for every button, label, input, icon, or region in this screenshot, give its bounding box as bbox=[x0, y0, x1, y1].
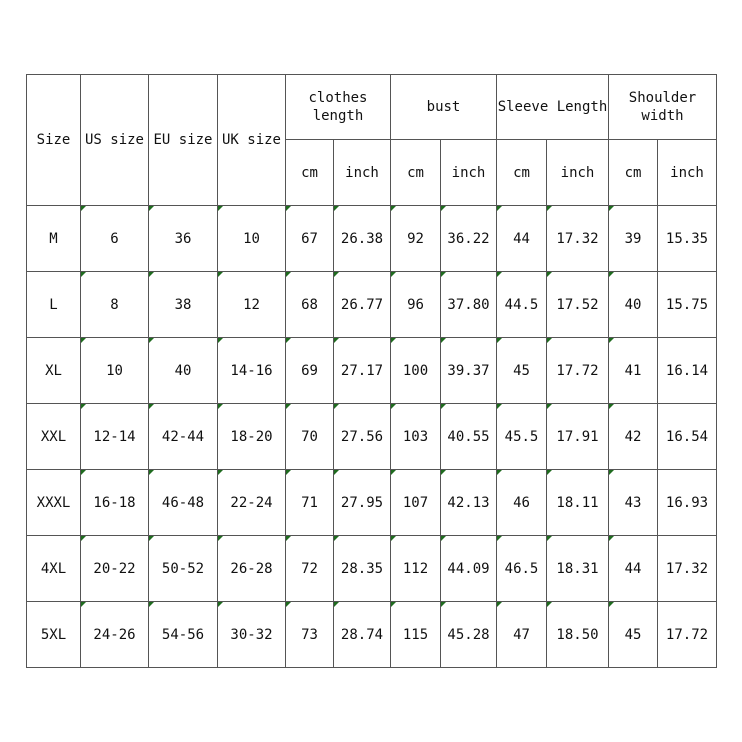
length-inch-cell bbox=[334, 404, 391, 470]
length-inch-cell bbox=[334, 470, 391, 536]
size-cell bbox=[27, 404, 81, 470]
cell-corner-marker bbox=[149, 470, 154, 475]
cell-value: 50-52 bbox=[161, 560, 205, 577]
cell-value: 28.35 bbox=[340, 560, 384, 577]
cell-value: 45.28 bbox=[447, 626, 490, 643]
cell-value: 27.17 bbox=[340, 362, 384, 379]
cell-value: 40 bbox=[624, 296, 642, 313]
sleeve-cm-cell bbox=[497, 206, 547, 272]
cell-value: 16.93 bbox=[665, 494, 709, 511]
cell-value: 42-44 bbox=[161, 428, 205, 445]
size-cell bbox=[27, 536, 81, 602]
eu-size-cell bbox=[149, 470, 218, 536]
bust-cm-cell bbox=[391, 536, 441, 602]
cell-value: 67 bbox=[301, 230, 318, 247]
bust-inch-cell bbox=[441, 470, 497, 536]
uk-size-cell bbox=[218, 470, 286, 536]
sleeve-inch-cell bbox=[547, 206, 609, 272]
eu-size-cell bbox=[149, 536, 218, 602]
cell-value: 46-48 bbox=[161, 494, 205, 511]
us-size-cell bbox=[81, 602, 149, 668]
cell-value: 107 bbox=[402, 494, 429, 511]
cell-value: 45.5 bbox=[504, 428, 539, 445]
cell-value: 68 bbox=[301, 296, 318, 313]
cell-corner-marker bbox=[81, 338, 86, 343]
cell-value: 42.13 bbox=[447, 494, 490, 511]
length-inch-cell bbox=[334, 206, 391, 272]
cell-value: 46.5 bbox=[504, 560, 539, 577]
cell-value: 44.5 bbox=[504, 296, 539, 313]
cell-corner-marker bbox=[218, 470, 223, 475]
shoulder-cm-cell bbox=[609, 536, 658, 602]
size-chart-table bbox=[26, 74, 717, 668]
cell-value: 15.35 bbox=[665, 230, 709, 247]
shoulder-cm-cell bbox=[609, 206, 658, 272]
cell-value: 4XL bbox=[40, 560, 67, 577]
cell-value: 69 bbox=[301, 362, 318, 379]
cell-corner-marker bbox=[286, 470, 291, 475]
cell-value: 103 bbox=[402, 428, 429, 445]
header-shoulder-width bbox=[609, 75, 717, 140]
uk-size-cell bbox=[218, 338, 286, 404]
cell-corner-marker bbox=[609, 536, 614, 541]
cell-value: 45 bbox=[513, 362, 530, 379]
cell-value: 16.54 bbox=[665, 428, 709, 445]
cell-value: 17.52 bbox=[556, 296, 599, 313]
cell-value: 17.32 bbox=[556, 230, 599, 247]
cell-value: 17.32 bbox=[665, 560, 709, 577]
shoulder-cm-cell bbox=[609, 338, 658, 404]
cell-corner-marker bbox=[149, 338, 154, 343]
cell-value: 18.31 bbox=[556, 560, 599, 577]
cell-corner-marker bbox=[497, 470, 502, 475]
header-bust: bust bbox=[391, 75, 497, 140]
bust-cm-cell bbox=[391, 404, 441, 470]
cell-value: 41 bbox=[624, 362, 642, 379]
cell-corner-marker bbox=[218, 338, 223, 343]
shoulder-cm-cell bbox=[609, 602, 658, 668]
unit-cm: cm bbox=[286, 140, 334, 206]
cell-value: 15.75 bbox=[665, 296, 709, 313]
us-size-cell bbox=[81, 272, 149, 338]
bust-cm-cell bbox=[391, 272, 441, 338]
cell-value: 44 bbox=[513, 230, 530, 247]
size-cell bbox=[27, 338, 81, 404]
cell-value: 44 bbox=[624, 560, 642, 577]
cell-value: 26-28 bbox=[230, 560, 273, 577]
us-size-cell bbox=[81, 206, 149, 272]
cell-corner-marker bbox=[218, 602, 223, 607]
cell-value: 27.95 bbox=[340, 494, 384, 511]
cell-corner-marker bbox=[441, 206, 446, 211]
cell-corner-marker bbox=[81, 404, 86, 409]
shoulder-cm-cell bbox=[609, 470, 658, 536]
cell-corner-marker bbox=[609, 206, 614, 211]
sleeve-inch-cell bbox=[547, 602, 609, 668]
cell-value: 6 bbox=[110, 230, 119, 247]
header-clothes-length-label: clothes length bbox=[308, 90, 368, 124]
bust-cm-cell bbox=[391, 470, 441, 536]
header-eu-size: EU size bbox=[149, 75, 218, 206]
eu-size-cell bbox=[149, 602, 218, 668]
cell-value: 44.09 bbox=[447, 560, 490, 577]
cell-corner-marker bbox=[441, 602, 446, 607]
cell-value: 17.91 bbox=[556, 428, 599, 445]
sleeve-cm-cell bbox=[497, 602, 547, 668]
cell-value: 10 bbox=[106, 362, 123, 379]
cell-value: 16-18 bbox=[93, 494, 136, 511]
cell-corner-marker bbox=[547, 602, 552, 607]
cell-value: XL bbox=[45, 362, 62, 379]
cell-corner-marker bbox=[391, 338, 396, 343]
cell-corner-marker bbox=[441, 470, 446, 475]
cell-corner-marker bbox=[334, 536, 339, 541]
cell-corner-marker bbox=[547, 404, 552, 409]
us-size-cell bbox=[81, 536, 149, 602]
cell-corner-marker bbox=[334, 338, 339, 343]
header-clothes-length bbox=[286, 75, 391, 140]
shoulder-cm-cell bbox=[609, 272, 658, 338]
shoulder-inch-cell bbox=[658, 272, 717, 338]
cell-corner-marker bbox=[547, 272, 552, 277]
cell-value: 38 bbox=[174, 296, 192, 313]
cell-corner-marker bbox=[547, 470, 552, 475]
cell-value: 100 bbox=[402, 362, 429, 379]
cell-value: 46 bbox=[513, 494, 530, 511]
sleeve-cm-cell bbox=[497, 338, 547, 404]
cell-value: 17.72 bbox=[665, 626, 709, 643]
cell-corner-marker bbox=[497, 338, 502, 343]
cell-value: XXXL bbox=[36, 494, 71, 511]
cell-value: 24-26 bbox=[93, 626, 136, 643]
cell-corner-marker bbox=[149, 206, 154, 211]
bust-inch-cell bbox=[441, 404, 497, 470]
unit-cm: cm bbox=[609, 140, 658, 206]
cell-value: 18.11 bbox=[556, 494, 599, 511]
cell-corner-marker bbox=[497, 536, 502, 541]
cell-value: 112 bbox=[402, 560, 429, 577]
us-size-cell bbox=[81, 338, 149, 404]
uk-size-cell bbox=[218, 536, 286, 602]
cell-corner-marker bbox=[286, 272, 291, 277]
shoulder-inch-cell bbox=[658, 338, 717, 404]
table-row bbox=[27, 272, 717, 338]
cell-corner-marker bbox=[391, 404, 396, 409]
length-inch-cell bbox=[334, 338, 391, 404]
cell-value: 28.74 bbox=[340, 626, 384, 643]
cell-value: 72 bbox=[301, 560, 318, 577]
cell-corner-marker bbox=[547, 536, 552, 541]
cell-value: 40.55 bbox=[447, 428, 490, 445]
cell-corner-marker bbox=[218, 272, 223, 277]
unit-cm: cm bbox=[391, 140, 441, 206]
cell-value: M bbox=[49, 230, 58, 247]
cell-corner-marker bbox=[149, 536, 154, 541]
bust-inch-cell bbox=[441, 206, 497, 272]
cell-value: 42 bbox=[624, 428, 642, 445]
bust-cm-cell bbox=[391, 338, 441, 404]
cell-value: 12-14 bbox=[93, 428, 136, 445]
cell-value: 16.14 bbox=[665, 362, 709, 379]
unit-cm: cm bbox=[497, 140, 547, 206]
cell-value: 10 bbox=[243, 230, 260, 247]
uk-size-cell bbox=[218, 404, 286, 470]
cell-value: 47 bbox=[513, 626, 530, 643]
cell-value: 43 bbox=[624, 494, 642, 511]
table-row bbox=[27, 470, 717, 536]
cell-corner-marker bbox=[286, 602, 291, 607]
cell-corner-marker bbox=[286, 536, 291, 541]
size-cell bbox=[27, 470, 81, 536]
table-row bbox=[27, 206, 717, 272]
cell-value: 73 bbox=[301, 626, 318, 643]
sleeve-cm-cell bbox=[497, 404, 547, 470]
table-row bbox=[27, 536, 717, 602]
cell-corner-marker bbox=[149, 404, 154, 409]
cell-value: 27.56 bbox=[340, 428, 384, 445]
cell-corner-marker bbox=[441, 272, 446, 277]
cell-value: 8 bbox=[110, 296, 119, 313]
eu-size-cell bbox=[149, 272, 218, 338]
sleeve-inch-cell bbox=[547, 470, 609, 536]
header-us-size: US size bbox=[81, 75, 149, 206]
bust-inch-cell bbox=[441, 536, 497, 602]
eu-size-cell bbox=[149, 206, 218, 272]
cell-corner-marker bbox=[497, 272, 502, 277]
cell-corner-marker bbox=[286, 338, 291, 343]
cell-corner-marker bbox=[334, 470, 339, 475]
cell-value: 71 bbox=[301, 494, 318, 511]
cell-value: L bbox=[49, 296, 58, 313]
cell-corner-marker bbox=[547, 338, 552, 343]
cell-corner-marker bbox=[81, 470, 86, 475]
unit-inch: inch bbox=[334, 140, 391, 206]
sleeve-inch-cell bbox=[547, 536, 609, 602]
shoulder-inch-cell bbox=[658, 602, 717, 668]
bust-inch-cell bbox=[441, 272, 497, 338]
shoulder-inch-cell bbox=[658, 206, 717, 272]
cell-corner-marker bbox=[218, 536, 223, 541]
cell-corner-marker bbox=[391, 272, 396, 277]
header-row bbox=[27, 75, 717, 140]
length-cm-cell bbox=[286, 602, 334, 668]
bust-cm-cell bbox=[391, 602, 441, 668]
length-inch-cell bbox=[334, 272, 391, 338]
cell-value: 26.77 bbox=[340, 296, 384, 313]
cell-value: 40 bbox=[174, 362, 192, 379]
cell-value: 54-56 bbox=[161, 626, 205, 643]
cell-corner-marker bbox=[441, 338, 446, 343]
unit-inch: inch bbox=[658, 140, 717, 206]
cell-corner-marker bbox=[609, 404, 614, 409]
sleeve-cm-cell bbox=[497, 272, 547, 338]
cell-corner-marker bbox=[609, 338, 614, 343]
cell-value: 26.38 bbox=[340, 230, 384, 247]
cell-corner-marker bbox=[334, 602, 339, 607]
unit-inch: inch bbox=[441, 140, 497, 206]
length-cm-cell bbox=[286, 206, 334, 272]
cell-corner-marker bbox=[81, 206, 86, 211]
cell-value: 36.22 bbox=[447, 230, 490, 247]
cell-value: 12 bbox=[243, 296, 260, 313]
length-cm-cell bbox=[286, 272, 334, 338]
cell-value: 45 bbox=[624, 626, 642, 643]
bust-inch-cell bbox=[441, 338, 497, 404]
cell-value: 18-20 bbox=[230, 428, 273, 445]
sleeve-inch-cell bbox=[547, 272, 609, 338]
table-row bbox=[27, 602, 717, 668]
uk-size-cell bbox=[218, 602, 286, 668]
header-shoulder-width-label: Shoulder width bbox=[628, 90, 697, 124]
size-cell bbox=[27, 272, 81, 338]
table-row bbox=[27, 338, 717, 404]
uk-size-cell bbox=[218, 206, 286, 272]
cell-value: 22-24 bbox=[230, 494, 273, 511]
cell-corner-marker bbox=[497, 404, 502, 409]
unit-inch: inch bbox=[547, 140, 609, 206]
cell-corner-marker bbox=[609, 470, 614, 475]
cell-corner-marker bbox=[441, 536, 446, 541]
cell-corner-marker bbox=[391, 602, 396, 607]
header-size: Size bbox=[27, 75, 81, 206]
cell-corner-marker bbox=[497, 602, 502, 607]
header-sleeve-length: Sleeve Length bbox=[497, 75, 609, 140]
cell-value: 70 bbox=[301, 428, 318, 445]
length-cm-cell bbox=[286, 338, 334, 404]
length-cm-cell bbox=[286, 470, 334, 536]
sleeve-inch-cell bbox=[547, 404, 609, 470]
us-size-cell bbox=[81, 470, 149, 536]
cell-corner-marker bbox=[81, 602, 86, 607]
cell-value: 92 bbox=[407, 230, 424, 247]
cell-value: 14-16 bbox=[230, 362, 273, 379]
length-inch-cell bbox=[334, 536, 391, 602]
length-cm-cell bbox=[286, 404, 334, 470]
cell-corner-marker bbox=[81, 536, 86, 541]
bust-cm-cell bbox=[391, 206, 441, 272]
cell-value: 5XL bbox=[40, 626, 67, 643]
cell-corner-marker bbox=[609, 272, 614, 277]
cell-corner-marker bbox=[334, 404, 339, 409]
cell-corner-marker bbox=[286, 206, 291, 211]
shoulder-inch-cell bbox=[658, 404, 717, 470]
cell-value: 17.72 bbox=[556, 362, 599, 379]
table-row bbox=[27, 404, 717, 470]
cell-value: 37.80 bbox=[447, 296, 490, 313]
cell-value: 36 bbox=[174, 230, 192, 247]
cell-corner-marker bbox=[391, 536, 396, 541]
shoulder-cm-cell bbox=[609, 404, 658, 470]
cell-value: 39 bbox=[624, 230, 642, 247]
cell-value: 18.50 bbox=[556, 626, 599, 643]
cell-value: 20-22 bbox=[93, 560, 136, 577]
size-cell bbox=[27, 602, 81, 668]
sleeve-inch-cell bbox=[547, 338, 609, 404]
header-uk-size: UK size bbox=[218, 75, 286, 206]
sleeve-cm-cell bbox=[497, 536, 547, 602]
eu-size-cell bbox=[149, 338, 218, 404]
size-cell bbox=[27, 206, 81, 272]
cell-corner-marker bbox=[334, 272, 339, 277]
us-size-cell bbox=[81, 404, 149, 470]
bust-inch-cell bbox=[441, 602, 497, 668]
sleeve-cm-cell bbox=[497, 470, 547, 536]
cell-value: 96 bbox=[407, 296, 424, 313]
cell-value: 30-32 bbox=[230, 626, 273, 643]
cell-corner-marker bbox=[218, 404, 223, 409]
cell-corner-marker bbox=[218, 206, 223, 211]
cell-value: XXL bbox=[40, 428, 67, 445]
shoulder-inch-cell bbox=[658, 536, 717, 602]
uk-size-cell bbox=[218, 272, 286, 338]
cell-corner-marker bbox=[609, 602, 614, 607]
cell-corner-marker bbox=[497, 206, 502, 211]
cell-value: 115 bbox=[402, 626, 429, 643]
cell-corner-marker bbox=[391, 470, 396, 475]
cell-corner-marker bbox=[286, 404, 291, 409]
cell-corner-marker bbox=[81, 272, 86, 277]
cell-corner-marker bbox=[334, 206, 339, 211]
cell-corner-marker bbox=[391, 206, 396, 211]
length-inch-cell bbox=[334, 602, 391, 668]
shoulder-inch-cell bbox=[658, 470, 717, 536]
cell-corner-marker bbox=[149, 602, 154, 607]
cell-corner-marker bbox=[441, 404, 446, 409]
eu-size-cell bbox=[149, 404, 218, 470]
cell-corner-marker bbox=[547, 206, 552, 211]
cell-value: 39.37 bbox=[447, 362, 490, 379]
cell-corner-marker bbox=[149, 272, 154, 277]
length-cm-cell bbox=[286, 536, 334, 602]
